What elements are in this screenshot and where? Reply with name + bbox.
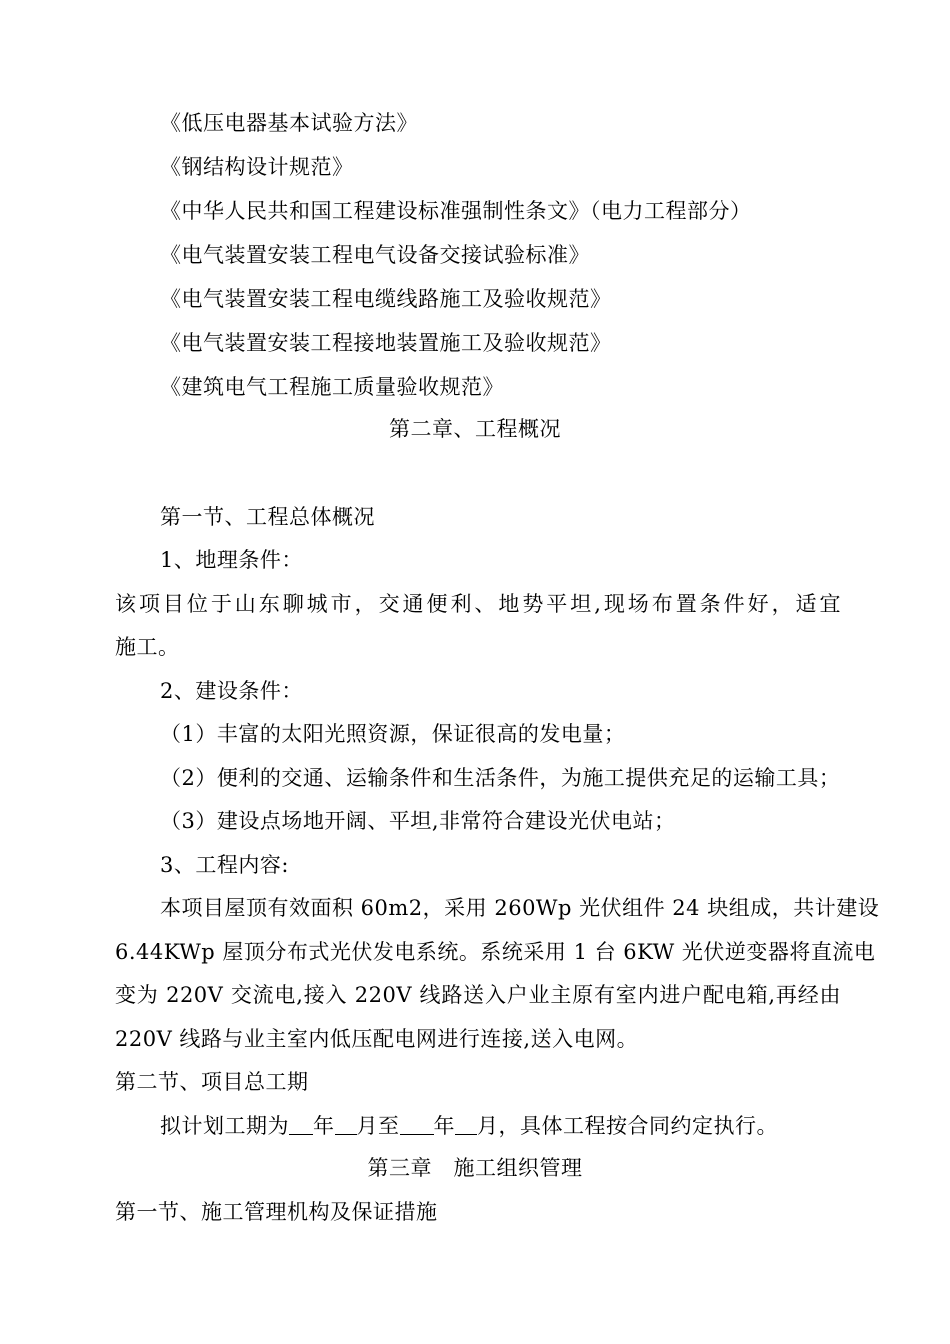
year-blank xyxy=(289,1112,313,1135)
section-title: 第一节、工程总体概况 xyxy=(160,505,375,529)
schedule-prefix: 拟计划工期为 xyxy=(160,1114,289,1138)
reference-item: 《中华人民共和国工程建设标准强制性条文》（电力工程部分） xyxy=(160,199,752,223)
schedule-line xyxy=(160,1111,778,1141)
paragraph-line: 该项目位于山东聊城市，交通便利、地势平坦,现场布置条件好，适宜 xyxy=(115,592,841,616)
paragraph-line: 施工。 xyxy=(115,635,180,659)
reference-item: 《电气装置安装工程电气设备交接试验标准》 xyxy=(160,243,590,267)
reference-item: 《电气装置安装工程电缆线路施工及验收规范》 xyxy=(160,287,612,311)
list-item: （1）丰富的太阳光照资源，保证很高的发电量； xyxy=(160,722,626,746)
year-blank xyxy=(400,1112,434,1135)
paragraph-line: 220V 线路与业主室内低压配电网进行连接,送入电网。 xyxy=(115,1027,639,1051)
schedule-year-label: 年 xyxy=(313,1114,335,1138)
paragraph-line: 变为 220V 交流电,接入 220V 线路送入户业主原有室内进户配电箱,再经由 xyxy=(115,983,841,1007)
month-blank xyxy=(335,1112,357,1135)
list-item: （2）便利的交通、运输条件和生活条件，为施工提供充足的运输工具； xyxy=(160,766,841,790)
paragraph-line: 6.44KWp 屋顶分布式光伏发电系统。系统采用 1 台 6KW 光伏逆变器将直流电 xyxy=(115,940,876,964)
subsection-heading: 1、地理条件： xyxy=(160,548,303,572)
paragraph-line: 本项目屋顶有效面积 60m2，采用 260Wp 光伏组件 24 块组成，共计建设 xyxy=(160,896,880,920)
schedule-month-label: 月至 xyxy=(356,1114,400,1138)
schedule-suffix: 月，具体工程按合同约定执行。 xyxy=(477,1114,778,1138)
reference-item: 《建筑电气工程施工质量验收规范》 xyxy=(160,375,504,399)
list-item: （3）建设点场地开阔、平坦,非常符合建设光伏电站； xyxy=(160,809,676,833)
section-title: 第二节、项目总工期 xyxy=(115,1070,309,1094)
chapter-title: 第二章、工程概况 xyxy=(389,417,561,441)
reference-item: 《钢结构设计规范》 xyxy=(160,155,354,179)
section-title: 第一节、施工管理机构及保证措施 xyxy=(115,1200,438,1224)
reference-item: 《电气装置安装工程接地装置施工及验收规范》 xyxy=(160,331,612,355)
chapter-title: 第三章 施工组织管理 xyxy=(367,1156,583,1180)
schedule-year-label: 年 xyxy=(433,1114,455,1138)
month-blank xyxy=(455,1112,477,1135)
subsection-heading: 2、建设条件： xyxy=(160,679,303,703)
subsection-heading: 3、工程内容: xyxy=(160,853,289,877)
reference-item: 《低压电器基本试验方法》 xyxy=(160,111,418,135)
